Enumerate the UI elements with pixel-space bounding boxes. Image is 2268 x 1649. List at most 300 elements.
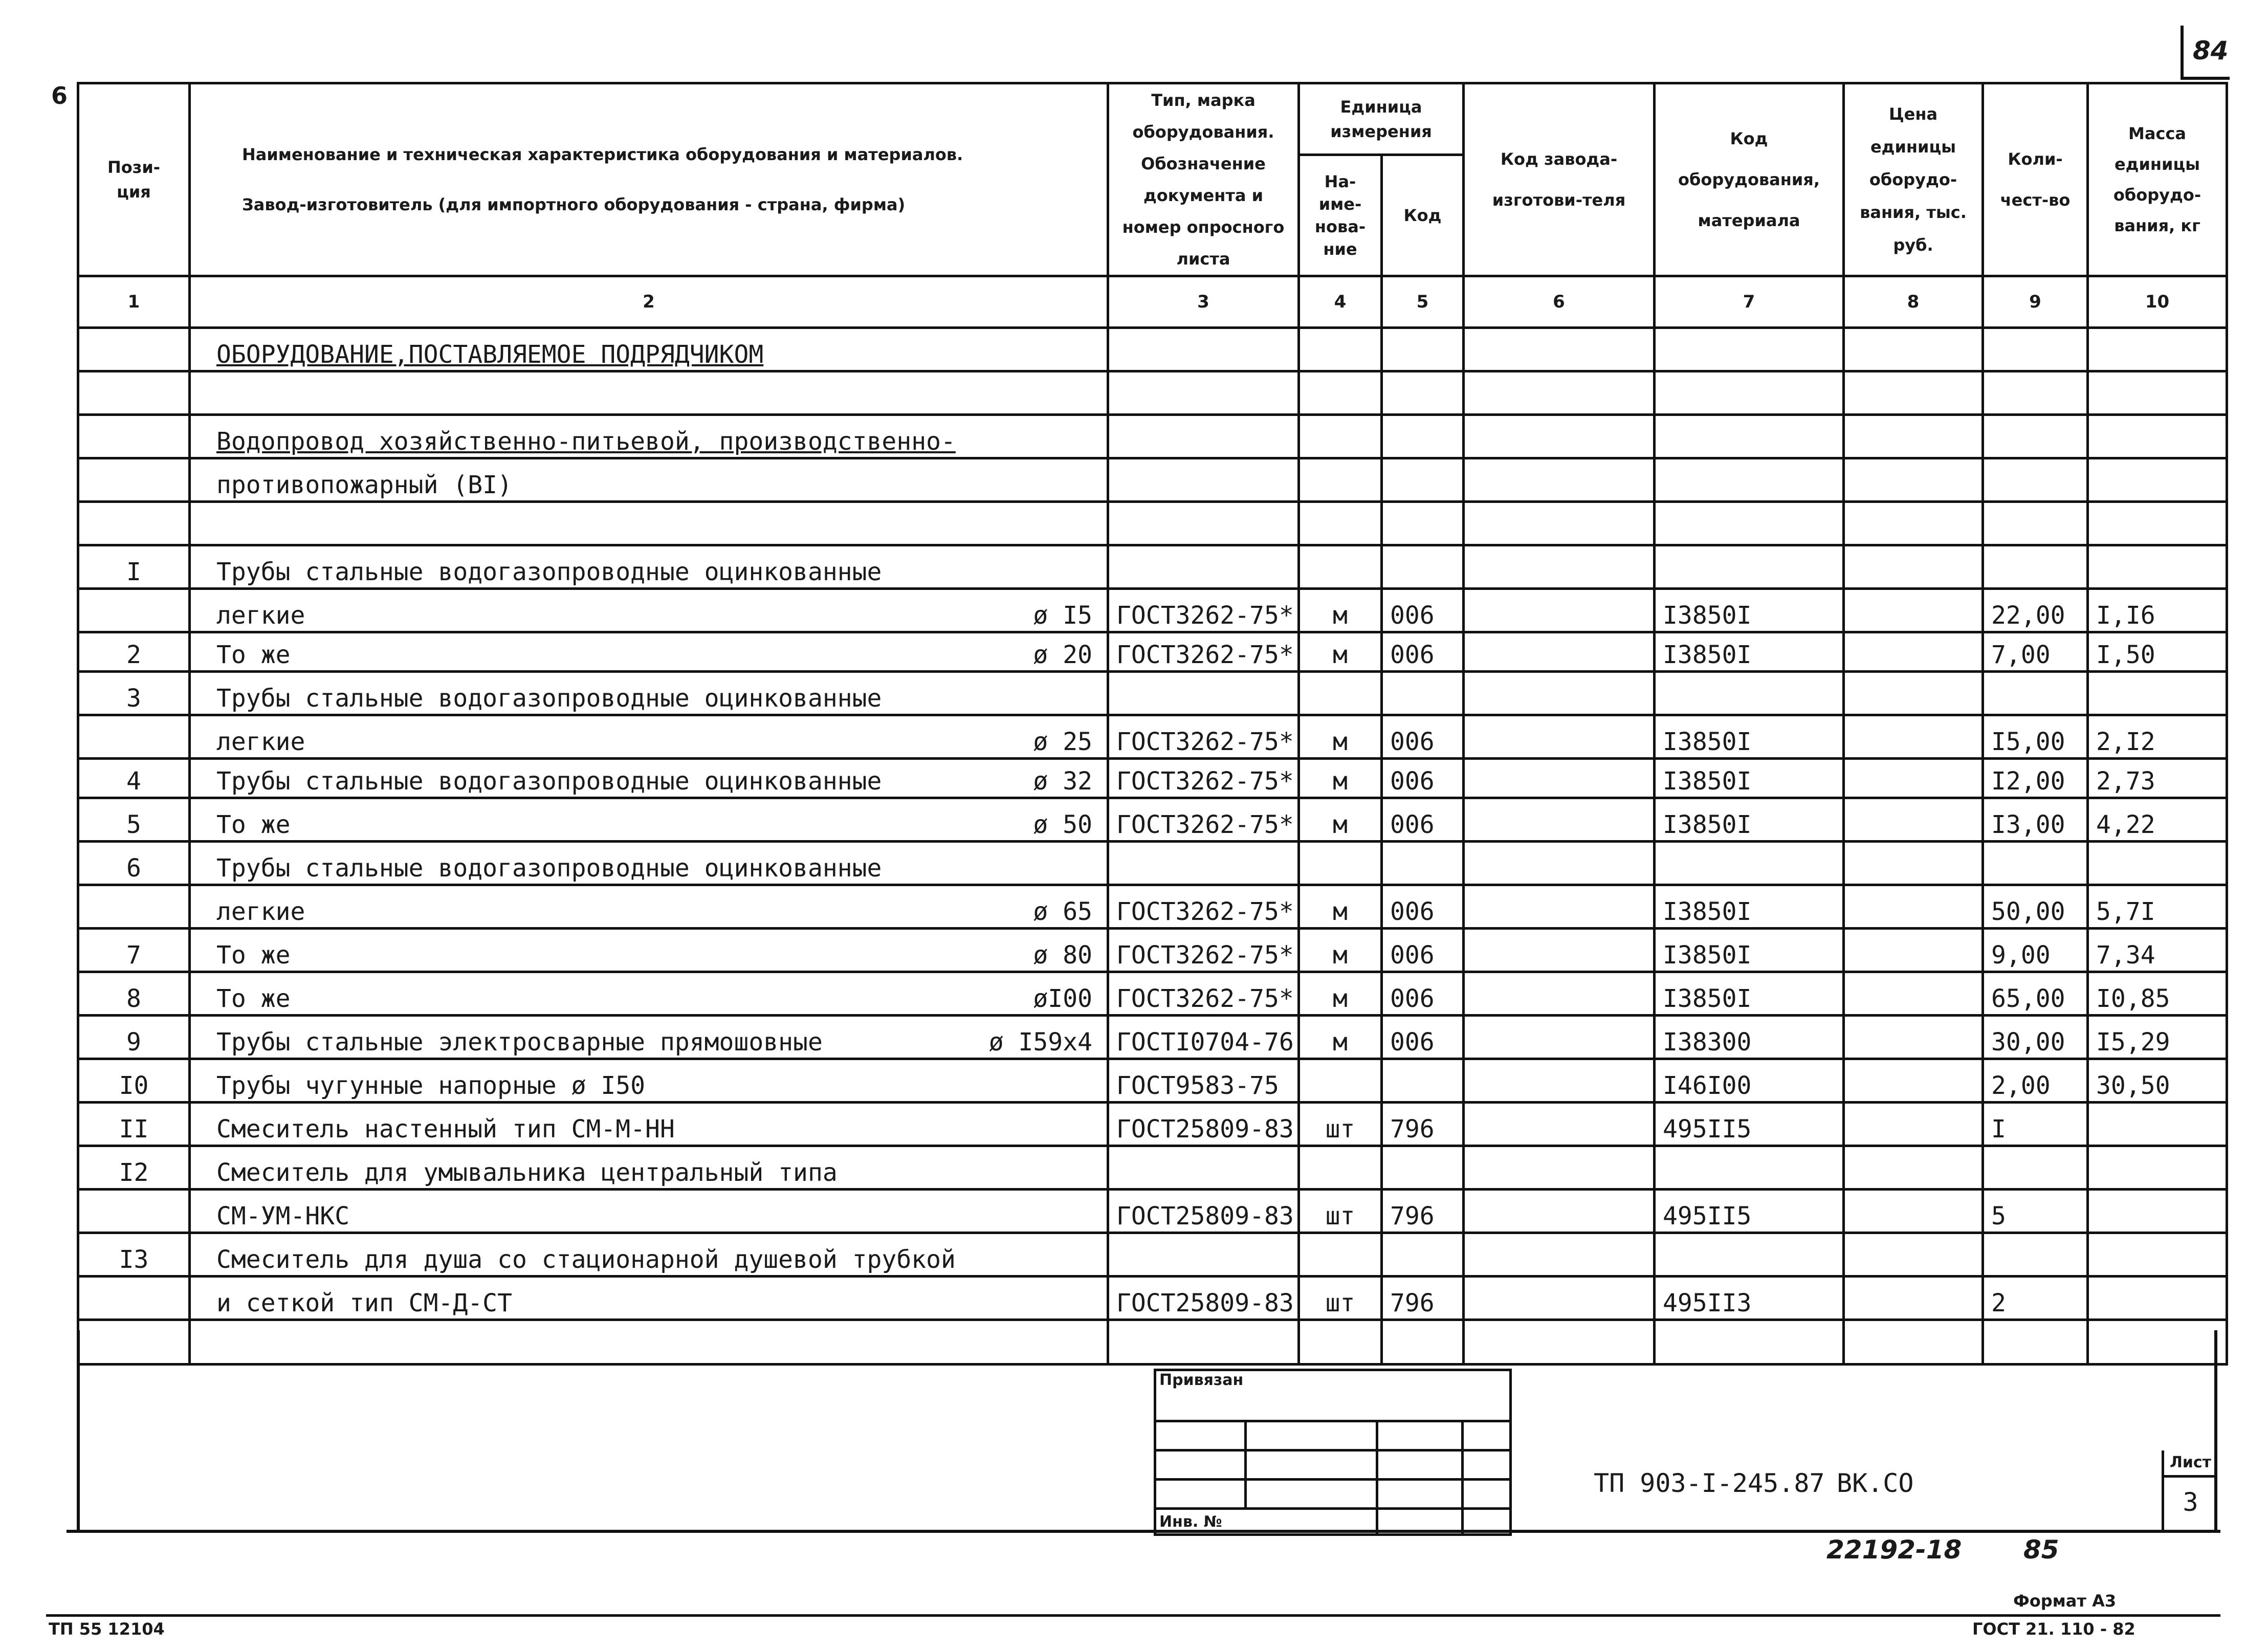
cell-factory xyxy=(1464,1233,1655,1277)
item-name-cell xyxy=(190,1059,1108,1103)
specification-table xyxy=(77,82,2228,1366)
cell-pos xyxy=(78,371,190,415)
column-number: 4 xyxy=(1299,276,1382,328)
cell-doc: ГОСТI0704-76 xyxy=(1108,1016,1299,1059)
cell-price xyxy=(1844,929,1983,972)
corner-mark: 6 xyxy=(51,82,68,109)
column-number: 8 xyxy=(1844,276,1983,328)
cell-unit: м xyxy=(1299,715,1382,759)
cell-code xyxy=(1382,502,1464,545)
item-diameter: ø 80 xyxy=(1033,941,1092,970)
cell-price xyxy=(1844,842,1983,885)
item-name: легкие xyxy=(216,601,305,630)
header-row xyxy=(78,83,2227,155)
cell-equip: I3850I xyxy=(1655,589,1844,632)
cell-price xyxy=(1844,589,1983,632)
cell-mass xyxy=(2088,371,2227,415)
cell-qty xyxy=(1983,1146,2088,1190)
cell-mass xyxy=(2088,502,2227,545)
cell-pos xyxy=(78,502,190,545)
cell-equip: I3850I xyxy=(1655,929,1844,972)
table-row xyxy=(78,1059,2227,1103)
doc-code: ТП 903-I-245.87 xyxy=(1594,1468,1825,1498)
cell-doc: ГОСТ25809-83 xyxy=(1108,1190,1299,1233)
cell-qty xyxy=(1983,415,2088,458)
cell-code: 796 xyxy=(1382,1103,1464,1146)
cell-factory xyxy=(1464,798,1655,842)
cell-mass: I5,29 xyxy=(2088,1016,2227,1059)
cell-doc xyxy=(1108,545,1299,589)
cell-doc: ГОСТ3262-75* xyxy=(1108,929,1299,972)
cell-code xyxy=(1382,415,1464,458)
cell-mass: I,I6 xyxy=(2088,589,2227,632)
cell-doc: ГОСТ3262-75* xyxy=(1108,715,1299,759)
item-name: Смеситель для умывальника центральный типа xyxy=(216,1158,838,1187)
table-row xyxy=(78,1190,2227,1233)
cell-doc: ГОСТ3262-75* xyxy=(1108,589,1299,632)
item-name-cell xyxy=(190,1277,1108,1320)
cell-price xyxy=(1844,885,1983,929)
cell-qty: 22,00 xyxy=(1983,589,2088,632)
cell-unit: м xyxy=(1299,972,1382,1016)
sheet-box xyxy=(2162,1450,2217,1530)
header-unit: Единица измерения xyxy=(1299,83,1464,155)
cell-unit xyxy=(1299,545,1382,589)
cell-mass: I0,85 xyxy=(2088,972,2227,1016)
cell-pos: 5 xyxy=(78,798,190,842)
cell-doc xyxy=(1108,458,1299,502)
cell-qty xyxy=(1983,371,2088,415)
cell-unit: м xyxy=(1299,1016,1382,1059)
cell-equip xyxy=(1655,458,1844,502)
cell-code xyxy=(1382,328,1464,371)
item-name-cell xyxy=(190,371,1108,415)
cell-unit: м xyxy=(1299,885,1382,929)
sheet-value: 3 xyxy=(2183,1487,2198,1517)
table-row xyxy=(78,589,2227,632)
cell-equip xyxy=(1655,502,1844,545)
cell-price xyxy=(1844,1320,1983,1365)
table-row xyxy=(78,1320,2227,1365)
item-diameter: ø I59x4 xyxy=(988,1028,1092,1057)
cell-equip: 495II5 xyxy=(1655,1190,1844,1233)
cell-qty xyxy=(1983,458,2088,502)
cell-factory xyxy=(1464,1277,1655,1320)
item-name-cell xyxy=(190,328,1108,371)
cell-factory xyxy=(1464,715,1655,759)
cell-price xyxy=(1844,1277,1983,1320)
item-name: Трубы стальные водогазопроводные оцинкованные xyxy=(216,558,882,586)
item-name-cell xyxy=(190,1320,1108,1365)
cell-price xyxy=(1844,759,1983,798)
cell-qty xyxy=(1983,502,2088,545)
cell-doc xyxy=(1108,672,1299,715)
header-name-line2: Завод-изготовитель (для импортного оборудования - страна, фирма) xyxy=(242,195,906,214)
cell-equip xyxy=(1655,842,1844,885)
cell-code: 006 xyxy=(1382,798,1464,842)
cell-unit xyxy=(1299,1320,1382,1365)
cell-unit xyxy=(1299,1146,1382,1190)
cell-equip xyxy=(1655,1320,1844,1365)
cell-mass: 5,7I xyxy=(2088,885,2227,929)
cell-qty: 2,00 xyxy=(1983,1059,2088,1103)
header-unit-code: Код xyxy=(1382,155,1464,276)
cell-code: 006 xyxy=(1382,929,1464,972)
cell-mass xyxy=(2088,1233,2227,1277)
cell-doc xyxy=(1108,1233,1299,1277)
cell-price xyxy=(1844,1103,1983,1146)
table-row xyxy=(78,1146,2227,1190)
cell-price xyxy=(1844,458,1983,502)
cell-qty: I3,00 xyxy=(1983,798,2088,842)
column-number: 7 xyxy=(1655,276,1844,328)
cell-price xyxy=(1844,1059,1983,1103)
header-type: Тип, марка оборудования. Обозначение документа и номер опросного листа xyxy=(1108,83,1299,276)
cell-code: 006 xyxy=(1382,632,1464,672)
handwritten-number: 22192-18 xyxy=(1826,1535,1962,1565)
cell-equip: I46I00 xyxy=(1655,1059,1844,1103)
cell-mass: 7,34 xyxy=(2088,929,2227,972)
cell-factory xyxy=(1464,458,1655,502)
header-factory-code: Код завода-изготови-теля xyxy=(1464,83,1655,276)
cell-doc: ГОСТ9583-75 xyxy=(1108,1059,1299,1103)
column-number: 1 xyxy=(78,276,190,328)
cell-unit xyxy=(1299,502,1382,545)
cell-qty xyxy=(1983,545,2088,589)
cell-doc xyxy=(1108,842,1299,885)
cell-doc: ГОСТ3262-75* xyxy=(1108,885,1299,929)
header-qty: Коли-чест-во xyxy=(1983,83,2088,276)
cell-pos xyxy=(78,458,190,502)
cell-mass: 4,22 xyxy=(2088,798,2227,842)
cell-code xyxy=(1382,842,1464,885)
cell-pos xyxy=(78,1190,190,1233)
item-name-cell xyxy=(190,589,1108,632)
cell-doc xyxy=(1108,1146,1299,1190)
cell-qty: 9,00 xyxy=(1983,929,2088,972)
cell-mass xyxy=(2088,842,2227,885)
cell-factory xyxy=(1464,371,1655,415)
item-name: То же xyxy=(216,984,291,1013)
cell-mass xyxy=(2088,1146,2227,1190)
cell-mass: I,50 xyxy=(2088,632,2227,672)
cell-factory xyxy=(1464,415,1655,458)
cell-qty: 30,00 xyxy=(1983,1016,2088,1059)
footer-gost: ГОСТ 21. 110 - 82 xyxy=(1972,1619,2135,1639)
sheet-number-box xyxy=(2181,26,2230,80)
cell-code xyxy=(1382,1146,1464,1190)
header-position: Пози- ция xyxy=(78,83,190,276)
cell-price xyxy=(1844,1146,1983,1190)
cell-code xyxy=(1382,1233,1464,1277)
cell-equip xyxy=(1655,1146,1844,1190)
cell-price xyxy=(1844,415,1983,458)
table-row xyxy=(78,502,2227,545)
cell-factory xyxy=(1464,502,1655,545)
cell-equip: I38300 xyxy=(1655,1016,1844,1059)
cell-doc xyxy=(1108,502,1299,545)
item-name: Трубы стальные водогазопроводные оцинкованные xyxy=(216,684,882,713)
cell-unit xyxy=(1299,672,1382,715)
column-number: 3 xyxy=(1108,276,1299,328)
sheet-number: 84 xyxy=(2193,36,2229,65)
cell-unit: м xyxy=(1299,632,1382,672)
item-name-cell xyxy=(190,1233,1108,1277)
table-row xyxy=(78,1277,2227,1320)
cell-qty: 65,00 xyxy=(1983,972,2088,1016)
item-name-cell xyxy=(190,1190,1108,1233)
cell-factory xyxy=(1464,545,1655,589)
cell-unit: шт xyxy=(1299,1103,1382,1146)
cell-price xyxy=(1844,715,1983,759)
cell-qty: 7,00 xyxy=(1983,632,2088,672)
item-diameter: ø 65 xyxy=(1033,897,1092,926)
column-number: 5 xyxy=(1382,276,1464,328)
cell-factory xyxy=(1464,1103,1655,1146)
cell-code: 006 xyxy=(1382,759,1464,798)
item-name-cell xyxy=(190,415,1108,458)
cell-pos: 3 xyxy=(78,672,190,715)
cell-doc: ГОСТ25809-83 xyxy=(1108,1277,1299,1320)
cell-factory xyxy=(1464,1016,1655,1059)
item-name-cell xyxy=(190,798,1108,842)
cell-mass xyxy=(2088,415,2227,458)
column-number-row xyxy=(78,276,2227,328)
cell-price xyxy=(1844,972,1983,1016)
cell-code: 006 xyxy=(1382,972,1464,1016)
cell-equip: I3850I xyxy=(1655,972,1844,1016)
cell-mass: 2,I2 xyxy=(2088,715,2227,759)
cell-code xyxy=(1382,458,1464,502)
cell-factory xyxy=(1464,1059,1655,1103)
cell-code: 006 xyxy=(1382,589,1464,632)
cell-equip: I3850I xyxy=(1655,715,1844,759)
stamp-inv-no: Инв. № xyxy=(1155,1509,1377,1535)
cell-qty xyxy=(1983,328,2088,371)
cell-pos: 2 xyxy=(78,632,190,672)
item-name: Трубы чугунные напорные ø I50 xyxy=(216,1071,646,1100)
cell-equip: I3850I xyxy=(1655,632,1844,672)
table-row xyxy=(78,545,2227,589)
cell-equip: 495II3 xyxy=(1655,1277,1844,1320)
cell-doc: ГОСТ25809-83 xyxy=(1108,1103,1299,1146)
cell-doc xyxy=(1108,415,1299,458)
item-diameter: ø 32 xyxy=(1033,767,1092,796)
item-name-cell xyxy=(190,1016,1108,1059)
item-name-cell xyxy=(190,1103,1108,1146)
cell-code: 006 xyxy=(1382,715,1464,759)
cell-qty xyxy=(1983,1233,2088,1277)
item-name: То же xyxy=(216,641,291,669)
item-name: То же xyxy=(216,810,291,839)
section-code: ВК.СО xyxy=(1837,1468,1914,1498)
cell-pos: II xyxy=(78,1103,190,1146)
item-name: ОБОРУДОВАНИЕ,ПОСТАВЛЯЕМОЕ ПОДРЯДЧИКОМ xyxy=(216,340,764,369)
cell-equip: I3850I xyxy=(1655,759,1844,798)
item-name-cell xyxy=(190,929,1108,972)
item-name-cell xyxy=(190,458,1108,502)
column-number: 9 xyxy=(1983,276,2088,328)
item-name: Смеситель настенный тип СМ-М-НН xyxy=(216,1115,675,1144)
item-name: Трубы стальные водогазопроводные оцинкованные xyxy=(216,767,882,796)
table-row xyxy=(78,715,2227,759)
cell-equip xyxy=(1655,371,1844,415)
cell-factory xyxy=(1464,1146,1655,1190)
item-diameter: ø 25 xyxy=(1033,728,1092,756)
item-name: и сеткой тип СМ-Д-СТ xyxy=(216,1289,512,1317)
item-name-cell xyxy=(190,502,1108,545)
cell-pos: 7 xyxy=(78,929,190,972)
cell-mass xyxy=(2088,328,2227,371)
cell-equip xyxy=(1655,672,1844,715)
cell-code xyxy=(1382,1059,1464,1103)
cell-pos: 9 xyxy=(78,1016,190,1059)
cell-mass xyxy=(2088,458,2227,502)
cell-price xyxy=(1844,328,1983,371)
table-row xyxy=(78,328,2227,371)
table-row xyxy=(78,371,2227,415)
cell-qty: I xyxy=(1983,1103,2088,1146)
table-row xyxy=(78,885,2227,929)
cell-factory xyxy=(1464,929,1655,972)
cell-unit xyxy=(1299,1059,1382,1103)
cell-doc: ГОСТ3262-75* xyxy=(1108,632,1299,672)
cell-pos xyxy=(78,885,190,929)
cell-pos: I0 xyxy=(78,1059,190,1103)
cell-equip: 495II5 xyxy=(1655,1103,1844,1146)
table-row xyxy=(78,1016,2227,1059)
cell-mass: 30,50 xyxy=(2088,1059,2227,1103)
item-diameter: øI00 xyxy=(1033,984,1092,1013)
cell-equip xyxy=(1655,328,1844,371)
cell-equip: I3850I xyxy=(1655,798,1844,842)
cell-price xyxy=(1844,371,1983,415)
item-name-cell xyxy=(190,1146,1108,1190)
cell-pos xyxy=(78,715,190,759)
item-name-cell xyxy=(190,842,1108,885)
header-name xyxy=(190,83,1108,276)
cell-factory xyxy=(1464,759,1655,798)
handwritten-page: 85 xyxy=(2023,1535,2059,1565)
cell-doc xyxy=(1108,328,1299,371)
cell-factory xyxy=(1464,842,1655,885)
cell-unit: м xyxy=(1299,759,1382,798)
item-diameter: ø I5 xyxy=(1033,601,1092,630)
cell-factory xyxy=(1464,1190,1655,1233)
header-mass: Масса единицы оборудо-вания, кг xyxy=(2088,83,2227,276)
cell-unit xyxy=(1299,1233,1382,1277)
cell-mass xyxy=(2088,1190,2227,1233)
item-name: легкие xyxy=(216,897,305,926)
cell-code xyxy=(1382,1320,1464,1365)
cell-price xyxy=(1844,632,1983,672)
item-name: Трубы стальные водогазопроводные оцинкованные xyxy=(216,854,882,883)
cell-pos: 8 xyxy=(78,972,190,1016)
cell-code xyxy=(1382,371,1464,415)
cell-pos: 4 xyxy=(78,759,190,798)
footer-line xyxy=(46,1614,2220,1617)
cell-price xyxy=(1844,798,1983,842)
cell-unit xyxy=(1299,415,1382,458)
column-number: 6 xyxy=(1464,276,1655,328)
cell-unit xyxy=(1299,328,1382,371)
cell-price xyxy=(1844,545,1983,589)
cell-doc: ГОСТ3262-75* xyxy=(1108,972,1299,1016)
cell-doc xyxy=(1108,1320,1299,1365)
table-row xyxy=(78,1103,2227,1146)
cell-pos: I xyxy=(78,545,190,589)
cell-pos: 6 xyxy=(78,842,190,885)
footer-left: ТП 55 12104 xyxy=(49,1619,165,1639)
cell-pos: I2 xyxy=(78,1146,190,1190)
cell-price xyxy=(1844,1233,1983,1277)
cell-factory xyxy=(1464,672,1655,715)
cell-equip xyxy=(1655,415,1844,458)
frame-bottom-line xyxy=(67,1530,2220,1533)
cell-mass xyxy=(2088,545,2227,589)
table-row xyxy=(78,798,2227,842)
item-name: СМ-УМ-НКС xyxy=(216,1202,350,1230)
cell-unit: м xyxy=(1299,798,1382,842)
item-name: противопожарный (ВI) xyxy=(216,471,512,499)
cell-unit: м xyxy=(1299,929,1382,972)
cell-equip xyxy=(1655,545,1844,589)
cell-doc xyxy=(1108,371,1299,415)
item-name: Водопровод хозяйственно-питьевой, производственно- xyxy=(216,427,956,456)
header-name-line1: Наименование и техническая характеристика оборудования и материалов. xyxy=(242,145,963,164)
column-number: 2 xyxy=(190,276,1108,328)
table-row xyxy=(78,415,2227,458)
stamp-attached: Привязан xyxy=(1155,1370,1511,1421)
cell-pos: I3 xyxy=(78,1233,190,1277)
cell-price xyxy=(1844,1190,1983,1233)
column-number: 10 xyxy=(2088,276,2227,328)
sheet-label: Лист xyxy=(2164,1450,2217,1478)
cell-pos xyxy=(78,589,190,632)
frame-left-bottom xyxy=(77,1330,80,1532)
item-name: Трубы стальные электросварные прямошовные xyxy=(216,1028,823,1057)
cell-qty xyxy=(1983,672,2088,715)
cell-pos xyxy=(78,1320,190,1365)
header-price: Цена единицы оборудо-вания, тыс. руб. xyxy=(1844,83,1983,276)
cell-mass xyxy=(2088,1277,2227,1320)
cell-equip xyxy=(1655,1233,1844,1277)
footer-format: Формат А3 xyxy=(2013,1591,2117,1611)
cell-unit: шт xyxy=(1299,1277,1382,1320)
item-diameter: ø 50 xyxy=(1033,810,1092,839)
table-row xyxy=(78,929,2227,972)
header-equip-code: Код оборудования, материала xyxy=(1655,83,1844,276)
table-row xyxy=(78,759,2227,798)
table-row xyxy=(78,842,2227,885)
item-name-cell xyxy=(190,759,1108,798)
item-name-cell xyxy=(190,885,1108,929)
cell-doc: ГОСТ3262-75* xyxy=(1108,759,1299,798)
cell-unit: шт xyxy=(1299,1190,1382,1233)
item-diameter: ø 20 xyxy=(1033,641,1092,669)
cell-qty: I5,00 xyxy=(1983,715,2088,759)
item-name-cell xyxy=(190,715,1108,759)
cell-unit xyxy=(1299,842,1382,885)
cell-equip: I3850I xyxy=(1655,885,1844,929)
table-row xyxy=(78,458,2227,502)
table-row xyxy=(78,672,2227,715)
item-name-cell xyxy=(190,672,1108,715)
item-name-cell xyxy=(190,632,1108,672)
cell-qty: 50,00 xyxy=(1983,885,2088,929)
item-name-cell xyxy=(190,972,1108,1016)
table-row xyxy=(78,1233,2227,1277)
